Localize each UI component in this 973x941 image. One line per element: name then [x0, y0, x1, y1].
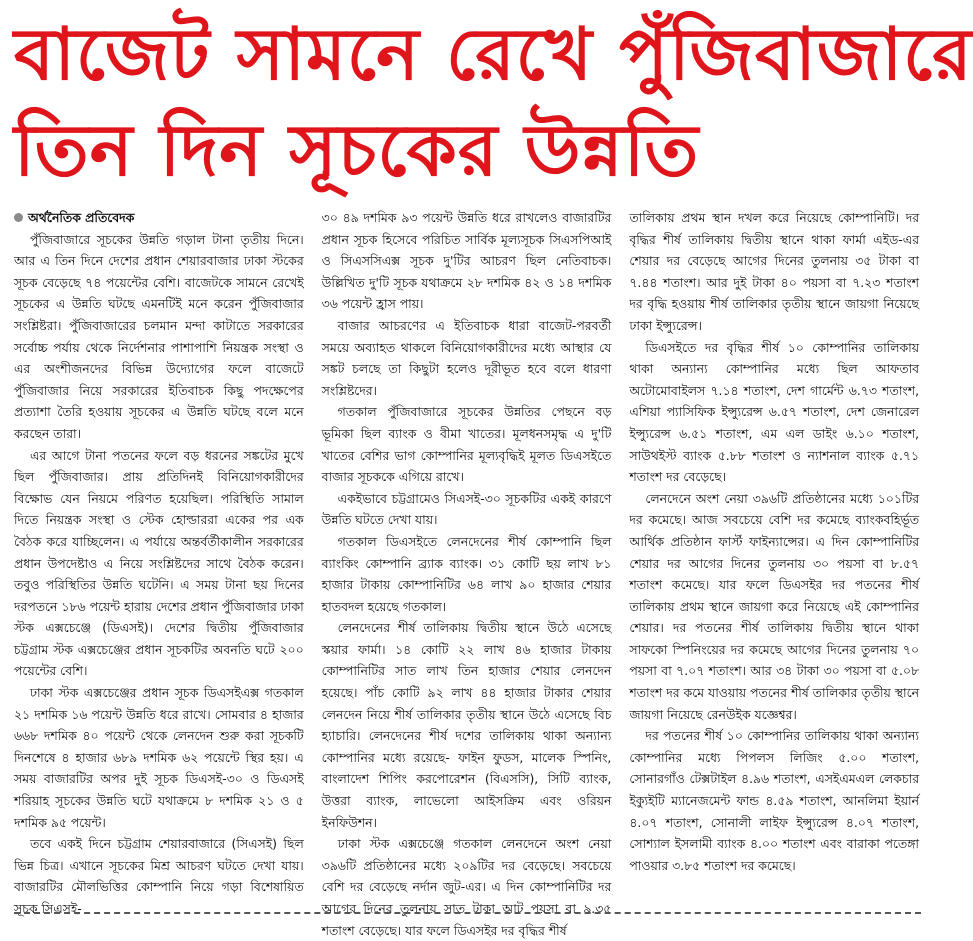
paragraph: ঢাকা স্টক এক্সচেঞ্জের প্রধান সূচক ডিএসইএক্স গতকাল ২১ দশমিক ১৬ পয়েন্ট উন্নতি ধরে রাখে। সোমবার ৪ হাজার ৬৬৮ দশমিক ৪০ পয়েন্ট থেকে লেনদেন শুরু করা সূচকটি দিনশেষে ৪ হাজার ৬৮৯ দশমিক ৬২ পয়েন্টে স্থির হয়। এ সময় বাজারটির অপর দুই সূচক ডিএসই-৩০ ও ডিএসই শরিয়াহ সূচকের উন্নতি ঘটে যথাক্রমে ৮ দশমিক ২১ ও ৫ দশমিক ৯৫ পয়েন্ট। — [14, 685, 304, 830]
paragraph: ডিএসইতে দর বৃদ্ধির শীর্ষ ১০ কোম্পানির তালিকায় থাকা অন্যান্য কোম্পানির মধ্যে ছিল আফতাব অটোমোবাইলস ৭.১৪ শতাংশ, দেশ গার্মেন্ট ৬.৭৩ শতাংশ, এশিয়া প্যাসিফিক ইন্স্যুরেন্স ৬.৫৭ শতাংশ, দেশ জেনারেল ইন্স্যুরেন্স ৬.৫১ শতাংশ, এম এল ডাইং ৬.১০ শতাংশ, সাউথইস্ট ব্যাংক ৫.৮৮ শতাংশ ও ন্যাশনাল ব্যাংক ৫.৭১ শতাংশ দর বেড়েছে। — [629, 339, 920, 485]
article-column-1 — [14, 207, 304, 916]
headline-line-2: তিন দিন সূচকের উন্নতি — [14, 108, 700, 192]
headline — [14, 6, 973, 198]
paragraph: বাজার আচরণের এ ইতিবাচক ধারা বাজেট-পরবর্তী সময়ে অব্যাহত থাকলে বিনিয়োগকারীদের মধ্যে আস্থার যে সঙ্কট চলছে তা কিছুটা হলেও দূরীভূত হবে বলে ধারণা সংশ্লিষ্টদের। — [321, 317, 612, 398]
paragraph: তালিকায় প্রথম স্থান দখল করে নিয়েছে কোম্পানিটি। দর বৃদ্ধির শীর্ষ তালিকায় দ্বিতীয় স্থানে থাকা ফার্মা এইড-এর শেয়ার দর বেড়েছে আগের দিনের তুলনায় ৩৫ টাকা বা ৭.৪৪ শতাংশ। আর দুই টাকা ৪০ পয়সা বা ৭.২৩ শতাংশ দর বৃদ্ধি হওয়ায় শীর্ষ তালিকার তৃতীয় স্থানে জায়গা নিয়েছে ঢাকা ইন্স্যুরেন্স। — [629, 210, 920, 333]
paragraph: ৩০ ৪৯ দশমিক ৯৩ পয়েন্ট উন্নতি ধরে রাখলেও বাজারটির প্রধান সূচক হিসেবে পরিচিত সার্বিক মূল্যসূচক সিএসপিআই ও সিএসসিএক্স সূচক দু'টির আচরণ ছিল নেতিবাচক। উল্লিখিত দু'টি সূচক যথাক্রমে ২৮ দশমিক ৪২ ও ১৪ দশমিক ৩৬ পয়েন্ট হ্রাস পায়। — [321, 210, 612, 312]
headline-line-1: বাজেট সামনে রেখে পুঁজিবাজারে — [14, 12, 973, 96]
paragraph: গতকাল ডিএসইতে লেনদেনের শীর্ষ কোম্পানি ছিল ব্যাংকিং কোম্পানি ব্র্যাক ব্যাংক। ৩১ কোটি ছয় লাখ ৮১ হাজার টাকায় কোম্পানিটির ৬৪ লাখ ৯০ হাজার শেয়ার হাতবদল হয়েছে গতকাল। — [321, 533, 612, 614]
paragraph: তবে একই দিনে চট্টগ্রাম শেয়ারবাজারে (সিএসই) ছিল ভিন্ন চিত্র। এখানে সূচকের মিশ্র আচরণ ঘটতে দেখা যায়। বাজারটির মৌলভিত্তির কোম্পানি নিয়ে গড়া বিশেষায়িত সূচক সিএসই- — [14, 836, 304, 916]
paragraph: এর আগে টানা পতনের ফলে বড় ধরনের সঙ্কটের মুখে ছিল পুঁজিবাজার। প্রায় প্রতিদিনই বিনিয়োগকারীদের বিক্ষোভ যেন নিয়মে পরিণত হয়েছিল। পরিস্থিতি সামাল দিতে নিয়ন্ত্রক সংস্থা ও স্টেক হোল্ডাররা একের পর এক বৈঠক করে যাচ্ছিলেন। এ পর্যায়ে অন্তর্বর্তীকালীন সরকারের প্রধান উপদেষ্টাও এ নিয়ে সংশ্লিষ্টদের সাথে বৈঠক করেন। তবুও পরিস্থিতির উন্নতি ঘটেনি। এ সময় টানা ছয় দিনের দরপতনে ১৮৬ পয়েন্ট হারায় দেশের প্রধান পুঁজিবাজার ঢাকা স্টক এক্সচেঞ্জে (ডিএসই)। দেশের দ্বিতীয় পুঁজিবাজার চট্টগ্রাম স্টক এক্সচেঞ্জের প্রধান সূচকটির অবনতি ঘটে ২০০ পয়েন্টের বেশি। — [14, 447, 304, 679]
paragraph: লেনদেনের শীর্ষ তালিকায় দ্বিতীয় স্থানে উঠে এসেছে স্কয়ার ফার্মা। ১৪ কোটি ২২ লাখ ৪৬ হাজার টাকায় কোম্পানিটির সাত লাখ তিন হাজার শেয়ার লেনদেন হয়েছে। পাঁচ কোটি ৯২ লাখ ৪৪ হাজার টাকার শেয়ার লেনদেন নিয়ে শীর্ষ তালিকার তৃতীয় স্থানে উঠে এসেছে বিচ হ্যাচারি। লেনদেনের শীর্ষ দশের তালিকায় থাকা অন্যান্য কোম্পানির মধ্যে রয়েছে- ফাইন ফুডস, মালেক স্পিনিং, বাংলাদেশ শিপিং করপোরেশন (বিএসসি), সিটি ব্যাংক, উত্তরা ব্যাংক, লাভেলো আইসক্রিম এবং ওরিয়ন ইনফিউশন। — [321, 620, 612, 830]
bullet-icon — [14, 213, 23, 222]
article-column-2 — [321, 207, 612, 938]
paragraph: ঢাকা স্টক এক্সচেঞ্জে গতকাল লেনদেনে অংশ নেয়া ৩৯৬টি প্রতিষ্ঠানের মধ্যে ২০৯টির দর বেড়েছে। সবচেয়ে বেশি দর বেড়েছে নর্দান জুট-এর। এ দিন কোম্পানিটির দর আগের দিনের তুলনায় সাত টাকা আট পয়সা বা ৯.৩৫ শতাংশ বেড়েছে। যার ফলে ডিএসইর দর বৃদ্ধির শীর্ষ — [321, 836, 612, 938]
paragraph: দর পতনের শীর্ষ ১০ কোম্পানির তালিকায় থাকা অন্যান্য কোম্পানির মধ্যে পিপলস লিজিং ৫.০০ শতাংশ, সোনারগাঁও টেক্সটাইল ৪.৯৬ শতাংশ, এসইএমএল লেকচার ইক্যুইটি ম্যানেজমেন্ট ফান্ড ৪.৫৯ শতাংশ, আনলিমা ইয়ার্ন ৪.০৭ শতাংশ, সোনালী লাইফ ইন্স্যুরেন্স ৪.০৭ শতাংশ, সোশ্যাল ইসলামী ব্যাংক ৪.০০ শতাংশ এবং বারাকা পতেঙ্গা পাওয়ার ৩.৮৫ শতাংশ দর কমেছে। — [629, 728, 920, 873]
footer-divider — [14, 912, 921, 914]
paragraph: লেনদেনে অংশ নেয়া ৩৯৬টি প্রতিষ্ঠানের মধ্যে ১০১টির দর কমেছে। আজ সবচেয়ে বেশি দর কমেছে ব্যাংকবহির্ভূত আর্থিক প্রতিষ্ঠান ফার্স্ট ফাইন্যান্সের। এ দিন কোম্পানিটির শেয়ার দর আগের দিনের তুলনায় ৩০ পয়সা বা ৮.৫৭ শতাংশ কমেছে। যার ফলে ডিএসইর দর পতনের শীর্ষ তালিকায় প্রথম স্থানে জায়গা করে নিয়েছে এই কোম্পানির শেয়ার। দর পতনের শীর্ষ তালিকায় দ্বিতীয় স্থানে থাকা সাফকো স্পিনিংয়ের দর কমেছে আগের দিনের তুলনায় ৭০ পয়সা বা ৭.০৭ শতাংশ। আর ৩৪ টাকা ৩০ পয়সা বা ৫.০৮ শতাংশ দর কমে যাওয়ায় পতনের শীর্ষ তালিকার তৃতীয় স্থানে জায়গা নিয়েছে রেনউইক যজ্ঞেশ্বর। — [629, 490, 920, 722]
paragraph: গতকাল পুঁজিবাজারে সূচকের উন্নতির পেছনে বড় ভূমিকা ছিল ব্যাংক ও বীমা খাতের। মূলধনসমৃদ্ধ এ দু'টি খাতের বেশির ভাগ কোম্পানির মূল্যবৃদ্ধিই মূলত ডিএসইতে বাজার সূচককে এগিয়ে রাখে। — [321, 404, 612, 485]
byline — [14, 207, 304, 229]
article-column-3 — [629, 207, 919, 907]
paragraph: একইভাবে চট্টগ্রামেও সিএসই-৩০ সূচকটির একই কারণে উন্নতি ঘটতে দেখা যায়। — [321, 490, 612, 528]
paragraph: পুঁজিবাজারে সূচকের উন্নতি গড়াল টানা তৃতীয় দিনে। আর এ তিন দিনে দেশের প্রধান শেয়ারবাজার ঢাকা স্টকের সূচক বেড়েছে ৭৪ পয়েন্টের বেশি। বাজেটকে সামনে রেখেই সূচকের এ উন্নতি ঘটছে এমনটিই মনে করেন পুঁজিবাজার সংশ্লিষ্টরা। পুঁজিবাজারের চলমান মন্দা কাটাতে সরকারের সর্বোচ্চ পর্যায় থেকে নির্দেশনার পাশাপাশি নিয়ন্ত্রক সংস্থা ও এর অংশীজনদের বিভিন্ন উদ্যোগের ফলে বাজেটে পুঁজিবাজার নিয়ে সরকারের ইতিবাচক কিছু পদক্ষেপের প্রত্যাশা তৈরি হওয়ায় সূচকের এ উন্নতি ঘটছে বলে মনে করছেন তারা। — [14, 231, 304, 441]
byline-text: অর্থনৈতিক প্রতিবেদক — [28, 210, 135, 225]
article-body — [14, 207, 920, 938]
